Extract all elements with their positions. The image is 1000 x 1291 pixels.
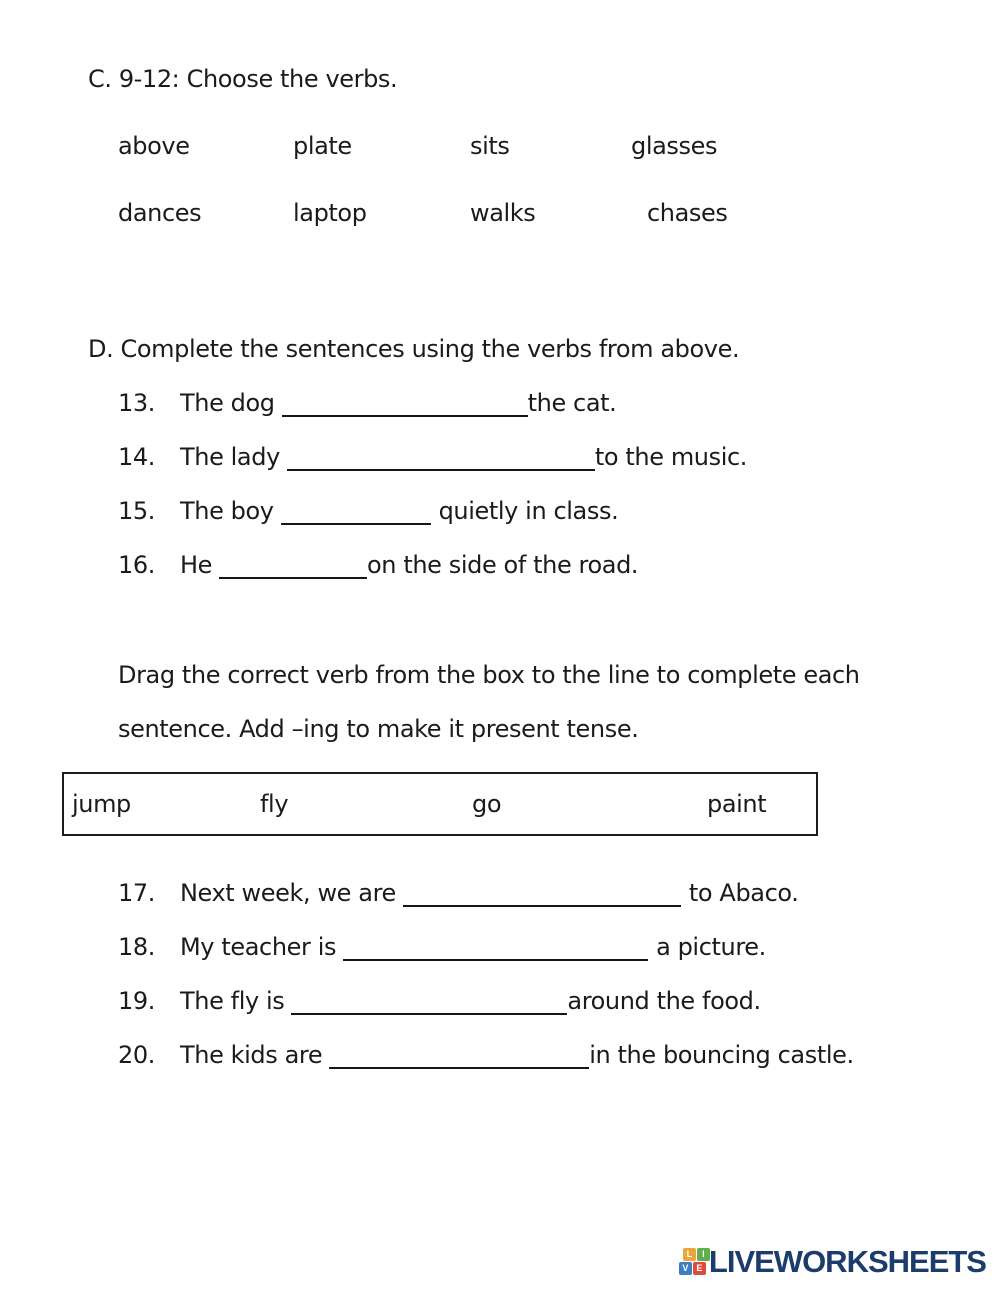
- word-bank-word[interactable]: go: [472, 790, 502, 818]
- verb-word[interactable]: glasses: [631, 132, 718, 160]
- sentence-text-after: a picture.: [656, 933, 766, 961]
- verb-word[interactable]: laptop: [293, 199, 367, 227]
- word-bank-word[interactable]: paint: [707, 790, 767, 818]
- word-bank-word[interactable]: fly: [260, 790, 289, 818]
- blank-line[interactable]: [219, 577, 367, 579]
- sentence-text-after: the cat.: [527, 389, 617, 417]
- sentence-item-18: [118, 932, 766, 962]
- verb-choices-row-2: [118, 198, 728, 228]
- blank-line[interactable]: [287, 469, 595, 471]
- sentence-item-16: [118, 550, 638, 580]
- sentence-text-after: on the side of the road.: [367, 551, 639, 579]
- verb-word[interactable]: above: [118, 132, 190, 160]
- blank-drop-target[interactable]: [329, 1067, 589, 1069]
- sentence-text-before: The dog: [180, 389, 275, 417]
- sentence-number: 17.: [118, 879, 155, 907]
- blank-drop-target[interactable]: [403, 905, 681, 907]
- verb-word[interactable]: dances: [118, 199, 202, 227]
- logo-tile-e: E: [693, 1262, 706, 1275]
- logo-tile-v: V: [679, 1262, 692, 1275]
- sentence-text-before: The lady: [180, 443, 280, 471]
- blank-line[interactable]: [281, 523, 431, 525]
- sentence-item-20: [118, 1040, 854, 1070]
- logo-tile-l: L: [683, 1248, 696, 1261]
- sentence-item-13: [118, 388, 616, 418]
- sentence-number: 20.: [118, 1041, 155, 1069]
- drag-instruction-line-1: Drag the correct verb from the box to the line to complete each: [118, 661, 860, 689]
- verb-choices-row-1: [118, 131, 717, 161]
- verb-word[interactable]: chases: [647, 199, 728, 227]
- sentence-text-before: He: [180, 551, 213, 579]
- sentence-item-17: [118, 878, 798, 908]
- verb-word[interactable]: plate: [293, 132, 352, 160]
- sentence-number: 19.: [118, 987, 155, 1015]
- sentence-text-before: The kids are: [180, 1041, 323, 1069]
- sentence-number: 16.: [118, 551, 155, 579]
- sentence-text-after: in the bouncing castle.: [589, 1041, 854, 1069]
- drag-instruction-line-2: sentence. Add –ing to make it present tense.: [118, 715, 639, 743]
- sentence-number: 14.: [118, 443, 155, 471]
- sentence-text-after: around the food.: [567, 987, 761, 1015]
- sentence-text-after: quietly in class.: [438, 497, 619, 525]
- sentence-text-before: Next week, we are: [180, 879, 396, 907]
- sentence-text-before: The fly is: [180, 987, 285, 1015]
- sentence-text-after: to Abaco.: [688, 879, 799, 907]
- liveworksheets-logo-icon: [679, 1248, 706, 1275]
- verb-word[interactable]: sits: [470, 132, 510, 160]
- sentence-item-15: [118, 496, 618, 526]
- blank-drop-target[interactable]: [343, 959, 648, 961]
- sentence-item-19: [118, 986, 761, 1016]
- sentence-text-before: My teacher is: [180, 933, 337, 961]
- sentence-text-after: to the music.: [594, 443, 748, 471]
- sentence-text-before: The boy: [180, 497, 274, 525]
- sentence-item-14: [118, 442, 747, 472]
- sentence-number: 18.: [118, 933, 155, 961]
- word-bank-box: [62, 772, 818, 836]
- section-d-heading: D. Complete the sentences using the verbs from above.: [88, 335, 740, 363]
- verb-word[interactable]: walks: [470, 199, 536, 227]
- blank-line[interactable]: [282, 415, 528, 417]
- sentence-number: 15.: [118, 497, 155, 525]
- word-bank-word[interactable]: jump: [72, 790, 131, 818]
- liveworksheets-logo[interactable]: [679, 1246, 986, 1277]
- sentence-number: 13.: [118, 389, 155, 417]
- logo-text: LIVEWORKSHEETS: [708, 1244, 986, 1279]
- blank-drop-target[interactable]: [291, 1013, 567, 1015]
- section-c-heading: C. 9-12: Choose the verbs.: [88, 65, 398, 93]
- logo-tile-i: I: [697, 1248, 710, 1261]
